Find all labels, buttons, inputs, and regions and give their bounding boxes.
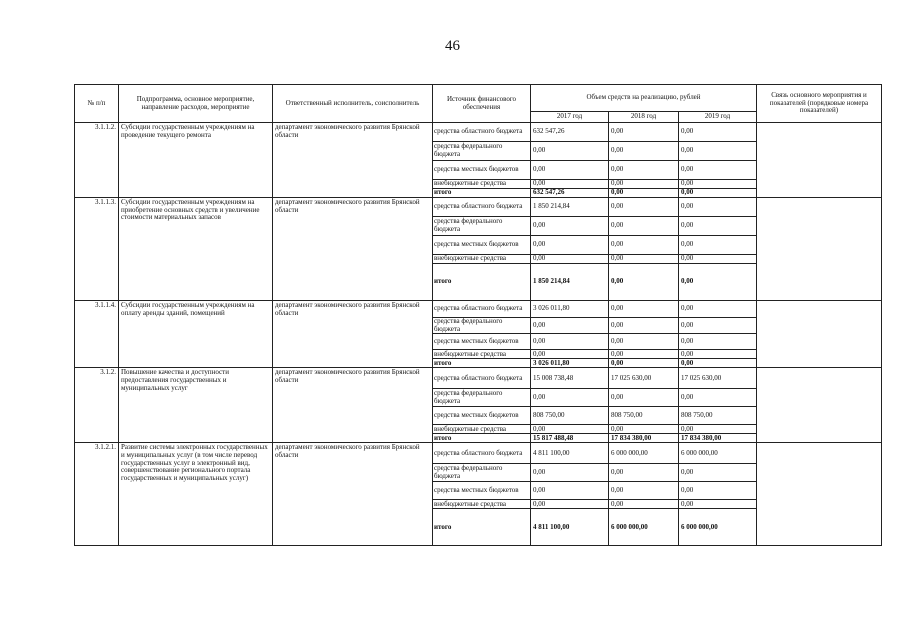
item-number: 3.1.1.2. (75, 123, 119, 198)
amount-cell: 3 026 011,80 (531, 359, 609, 368)
funding-source: внебюджетные средства (433, 180, 531, 189)
item-program: Субсидии государственным учреждениям на приобретение основных средств и увеличение стоимости материальных запасов (119, 198, 273, 301)
funding-source: итого (433, 509, 531, 546)
amount-cell: 808 750,00 (679, 407, 757, 425)
amount-cell: 4 811 100,00 (531, 443, 609, 464)
funding-source: средства областного бюджета (433, 443, 531, 464)
amount-cell: 0,00 (609, 142, 679, 161)
amount-cell: 0,00 (531, 425, 609, 434)
amount-cell: 0,00 (679, 217, 757, 236)
amount-cell: 0,00 (679, 301, 757, 318)
amount-cell: 0,00 (679, 350, 757, 359)
table-body (75, 123, 882, 546)
amount-cell: 0,00 (679, 500, 757, 509)
item-executor: департамент экономического развития Брянской области (273, 443, 433, 546)
header-year: 2018 год (609, 112, 679, 123)
item-program: Повышение качества и доступности предоставления государственных и муниципальных услуг (119, 368, 273, 443)
indicator-link (757, 123, 882, 198)
amount-cell: 17 834 380,00 (679, 434, 757, 443)
amount-cell: 0,00 (609, 217, 679, 236)
amount-cell: 0,00 (609, 482, 679, 500)
item-number: 3.1.1.4. (75, 301, 119, 368)
amount-cell: 808 750,00 (609, 407, 679, 425)
amount-cell: 1 850 214,84 (531, 198, 609, 217)
amount-cell: 15 008 738,48 (531, 368, 609, 389)
item-program: Развитие системы электронных государственных и муниципальных услуг (в том числе перевод государственных услуг в электронный вид, совершенствование регионального портала государственных и муниципальных услуг) (119, 443, 273, 546)
amount-cell: 0,00 (679, 142, 757, 161)
amount-cell: 6 000 000,00 (679, 509, 757, 546)
amount-cell: 4 811 100,00 (531, 509, 609, 546)
amount-cell: 6 000 000,00 (609, 443, 679, 464)
amount-cell: 0,00 (679, 161, 757, 180)
table-row (75, 123, 882, 142)
amount-cell: 808 750,00 (531, 407, 609, 425)
funding-source: внебюджетные средства (433, 500, 531, 509)
amount-cell: 0,00 (609, 264, 679, 301)
amount-cell: 0,00 (679, 482, 757, 500)
header-program: Подпрограмма, основное мероприятие, направление расходов, мероприятие (119, 85, 273, 123)
indicator-link (757, 198, 882, 301)
indicator-link (757, 368, 882, 443)
amount-cell: 0,00 (531, 350, 609, 359)
amount-cell: 0,00 (609, 301, 679, 318)
amount-cell: 0,00 (531, 217, 609, 236)
amount-cell: 6 000 000,00 (609, 509, 679, 546)
funding-source: итого (433, 189, 531, 198)
amount-cell: 632 547,26 (531, 189, 609, 198)
item-executor: департамент экономического развития Брянской области (273, 123, 433, 198)
funding-source: итого (433, 264, 531, 301)
amount-cell: 15 817 488,48 (531, 434, 609, 443)
amount-cell: 0,00 (609, 318, 679, 334)
amount-cell: 0,00 (609, 359, 679, 368)
budget-table (74, 84, 882, 546)
amount-cell: 0,00 (679, 425, 757, 434)
funding-source: итого (433, 434, 531, 443)
table-row (75, 301, 882, 318)
indicator-link (757, 443, 882, 546)
header-executor: Ответственный исполнитель, соисполнитель (273, 85, 433, 123)
item-executor: департамент экономического развития Брянской области (273, 198, 433, 301)
amount-cell: 1 850 214,84 (531, 264, 609, 301)
header-source: Источник финансового обеспечения (433, 85, 531, 123)
funding-source: средства местных бюджетов (433, 407, 531, 425)
table-row (75, 198, 882, 217)
amount-cell: 0,00 (531, 464, 609, 482)
header-link: Связь основного мероприятия и показателей (порядковые номера показателей) (757, 85, 882, 123)
funding-source: средства местных бюджетов (433, 236, 531, 255)
amount-cell: 0,00 (679, 180, 757, 189)
item-program: Субсидии государственным учреждениям на оплату аренды зданий, помещений (119, 301, 273, 368)
amount-cell: 0,00 (609, 389, 679, 407)
funding-source: средства местных бюджетов (433, 334, 531, 350)
amount-cell: 632 547,26 (531, 123, 609, 142)
funding-source: итого (433, 359, 531, 368)
item-number: 3.1.2.1. (75, 443, 119, 546)
amount-cell: 0,00 (609, 161, 679, 180)
funding-source: средства местных бюджетов (433, 482, 531, 500)
amount-cell: 0,00 (531, 142, 609, 161)
amount-cell: 0,00 (679, 334, 757, 350)
amount-cell: 3 026 011,80 (531, 301, 609, 318)
amount-cell: 0,00 (531, 161, 609, 180)
amount-cell: 0,00 (609, 123, 679, 142)
header-year: 2017 год (531, 112, 609, 123)
amount-cell: 0,00 (609, 236, 679, 255)
amount-cell: 0,00 (679, 198, 757, 217)
item-executor: департамент экономического развития Брянской области (273, 368, 433, 443)
item-program: Субсидии государственным учреждениям на проведение текущего ремонта (119, 123, 273, 198)
amount-cell: 0,00 (679, 123, 757, 142)
amount-cell: 6 000 000,00 (679, 443, 757, 464)
item-number: 3.1.1.3. (75, 198, 119, 301)
amount-cell: 0,00 (609, 180, 679, 189)
header-year: 2019 год (679, 112, 757, 123)
item-number: 3.1.2. (75, 368, 119, 443)
funding-source: средства федерального бюджета (433, 217, 531, 236)
funding-source: средства областного бюджета (433, 123, 531, 142)
item-executor: департамент экономического развития Брянской области (273, 301, 433, 368)
amount-cell: 0,00 (609, 464, 679, 482)
header-num: № п/п (75, 85, 119, 123)
amount-cell: 17 025 630,00 (609, 368, 679, 389)
funding-source: внебюджетные средства (433, 255, 531, 264)
amount-cell: 0,00 (531, 334, 609, 350)
amount-cell: 0,00 (609, 334, 679, 350)
amount-cell: 0,00 (531, 500, 609, 509)
amount-cell: 0,00 (609, 255, 679, 264)
amount-cell: 0,00 (679, 464, 757, 482)
funding-source: внебюджетные средства (433, 425, 531, 434)
funding-source: средства местных бюджетов (433, 161, 531, 180)
amount-cell: 0,00 (531, 389, 609, 407)
amount-cell: 0,00 (531, 255, 609, 264)
header-volume: Объем средств на реализацию, рублей (531, 85, 757, 112)
amount-cell: 0,00 (609, 350, 679, 359)
funding-source: средства областного бюджета (433, 368, 531, 389)
amount-cell: 0,00 (679, 255, 757, 264)
amount-cell: 0,00 (531, 180, 609, 189)
table-row (75, 443, 882, 464)
amount-cell: 0,00 (609, 500, 679, 509)
table-row (75, 368, 882, 389)
amount-cell: 0,00 (609, 189, 679, 198)
amount-cell: 0,00 (609, 425, 679, 434)
amount-cell: 17 834 380,00 (609, 434, 679, 443)
amount-cell: 0,00 (531, 236, 609, 255)
funding-source: средства федерального бюджета (433, 142, 531, 161)
funding-source: средства федерального бюджета (433, 318, 531, 334)
funding-source: средства федерального бюджета (433, 389, 531, 407)
page-number: 46 (445, 38, 460, 54)
amount-cell: 0,00 (679, 389, 757, 407)
funding-source: средства областного бюджета (433, 198, 531, 217)
table-header (75, 85, 882, 123)
amount-cell: 0,00 (531, 318, 609, 334)
funding-source: средства областного бюджета (433, 301, 531, 318)
indicator-link (757, 301, 882, 368)
amount-cell: 0,00 (531, 482, 609, 500)
funding-source: средства федерального бюджета (433, 464, 531, 482)
amount-cell: 0,00 (679, 189, 757, 198)
amount-cell: 0,00 (679, 359, 757, 368)
amount-cell: 0,00 (609, 198, 679, 217)
amount-cell: 17 025 630,00 (679, 368, 757, 389)
amount-cell: 0,00 (679, 236, 757, 255)
funding-source: внебюджетные средства (433, 350, 531, 359)
amount-cell: 0,00 (679, 318, 757, 334)
amount-cell: 0,00 (679, 264, 757, 301)
